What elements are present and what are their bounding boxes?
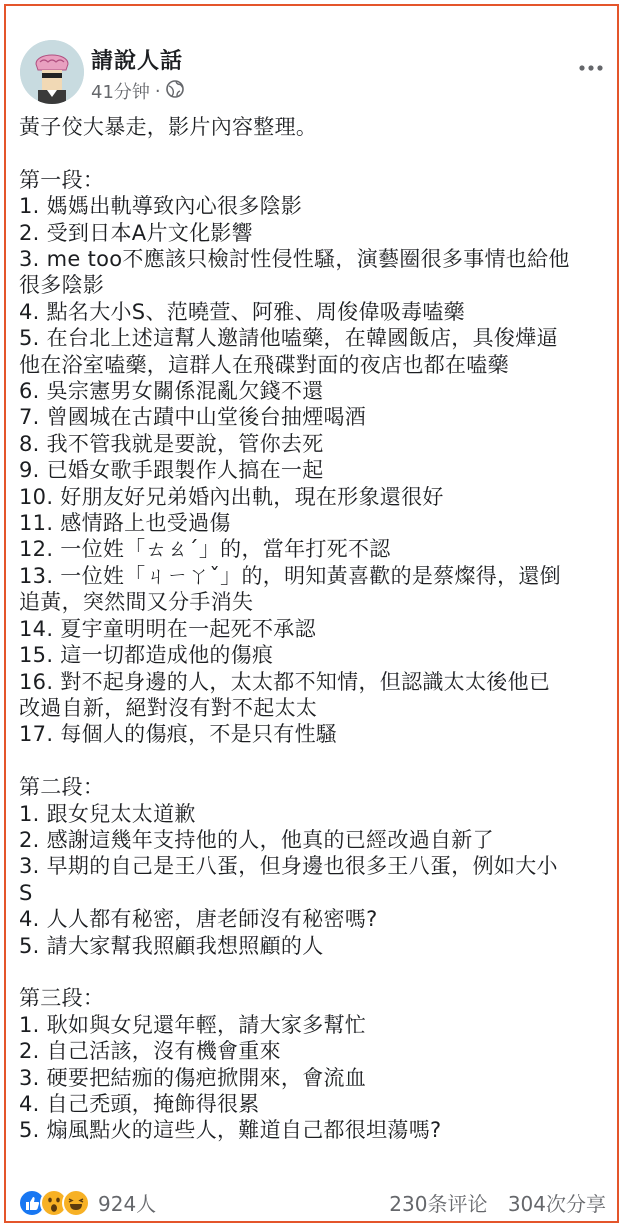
post-line: 17. 每個人的傷痕，不是只有性騷 [19,722,338,747]
post-line: 2. 感謝這幾年支持他的人，他真的已經改過自新了 [19,827,494,852]
post-line: 4. 點名大小S、范曉萱、阿雅、周俊偉吸毒嗑藥 [19,299,465,324]
post-line: 3. 早期的自己是王八蛋，但身邊也很多王八蛋，例如大小 [19,854,558,879]
post-line: 很多陰影 [19,273,105,298]
post-line: 改過自新，絕對沒有對不起太太 [19,695,318,720]
post-footer [18,1188,610,1218]
post-line: 16. 對不起身邊的人，太太都不知情，但認識太太後他已 [19,669,551,694]
post-line: 3. 硬要把結痂的傷疤掀開來，會流血 [19,1065,367,1090]
post-line: 第三段： [19,986,105,1011]
avatar[interactable] [20,40,84,104]
post-line: 8. 我不管我就是要說，管你去死 [19,431,324,456]
post-line: S [19,880,33,905]
post-line: 4. 自己禿頭，掩飾得很累 [19,1091,260,1116]
post-line: 1. 耿如與女兒還年輕，請大家多幫忙 [19,1012,367,1037]
avatar-picture [20,40,84,104]
post-line: 13. 一位姓「ㄐㄧㄚˇ」的，明知黃喜歡的是蔡燦得，還倒 [19,563,561,588]
reaction-count[interactable]: 924人 [98,1192,157,1216]
paragraph-gap [19,959,609,985]
post-line: 5. 煽風點火的這些人，難道自己都很坦蕩嗎? [19,1118,442,1143]
post-line: 7. 曾國城在古蹟中山堂後台抽煙喝酒 [19,405,367,430]
paragraph-gap [19,748,609,774]
post-meta [91,78,184,104]
post-time[interactable]: 41分钟 [91,82,150,103]
post-line: 11. 感情路上也受過傷 [19,511,231,536]
post-text [19,114,609,1144]
comment-count[interactable]: 230条评论 [389,1192,488,1216]
globe-icon [166,80,184,103]
post-line: 1. 跟女兒太太道歉 [19,801,196,826]
post-line: 1. 媽媽出軌導致內心很多陰影 [19,194,303,219]
reactions[interactable] [18,1188,156,1217]
post-line: 3. me too不應該只檢討性侵性騷，演藝圈很多事情也給他 [19,247,570,272]
post-line: 12. 一位姓「ㄊㄠˊ」的，當年打死不認 [19,537,391,562]
post-stats [389,1188,606,1217]
post-line: 6. 吳宗憲男女關係混亂欠錢不還 [19,379,324,404]
paragraph-gap [19,140,609,166]
meta-separator: · [154,80,161,102]
post-line: 5. 請大家幫我照顧我想照顧的人 [19,933,324,958]
post-line: 第二段： [19,775,105,800]
post-line: 4. 人人都有秘密，唐老師沒有秘密嗎? [19,907,378,932]
post-line: 5. 在台北上述這幫人邀請他嗑藥，在韓國飯店，具俊燁逼 [19,326,558,351]
post-line: 9. 已婚女歌手跟製作人搞在一起 [19,458,324,483]
author-name[interactable]: 請說人話 [91,49,184,74]
post-line: 第一段： [19,167,105,192]
post-line: 他在浴室嗑藥，這群人在飛碟對面的夜店也都在嗑藥 [19,352,509,377]
share-count[interactable]: 304次分享 [507,1192,606,1216]
post-line: 2. 受到日本A片文化影響 [19,220,253,245]
post-line: 15. 這一切都造成他的傷痕 [19,643,274,668]
post-line: 追黃，突然間又分手消失 [19,590,254,615]
more-icon[interactable] [578,50,604,78]
post-line: 10. 好朋友好兄弟婚內出軌，現在形象還很好 [19,484,444,509]
post-line: 14. 夏宇童明明在一起死不承認 [19,616,316,641]
post-body [19,140,609,1143]
haha-reaction-icon [62,1189,90,1217]
post-line: 2. 自己活該，沒有機會重來 [19,1039,281,1064]
post-title: 黃子佼大暴走，影片內容整理。 [19,115,318,139]
post-header [20,40,610,104]
